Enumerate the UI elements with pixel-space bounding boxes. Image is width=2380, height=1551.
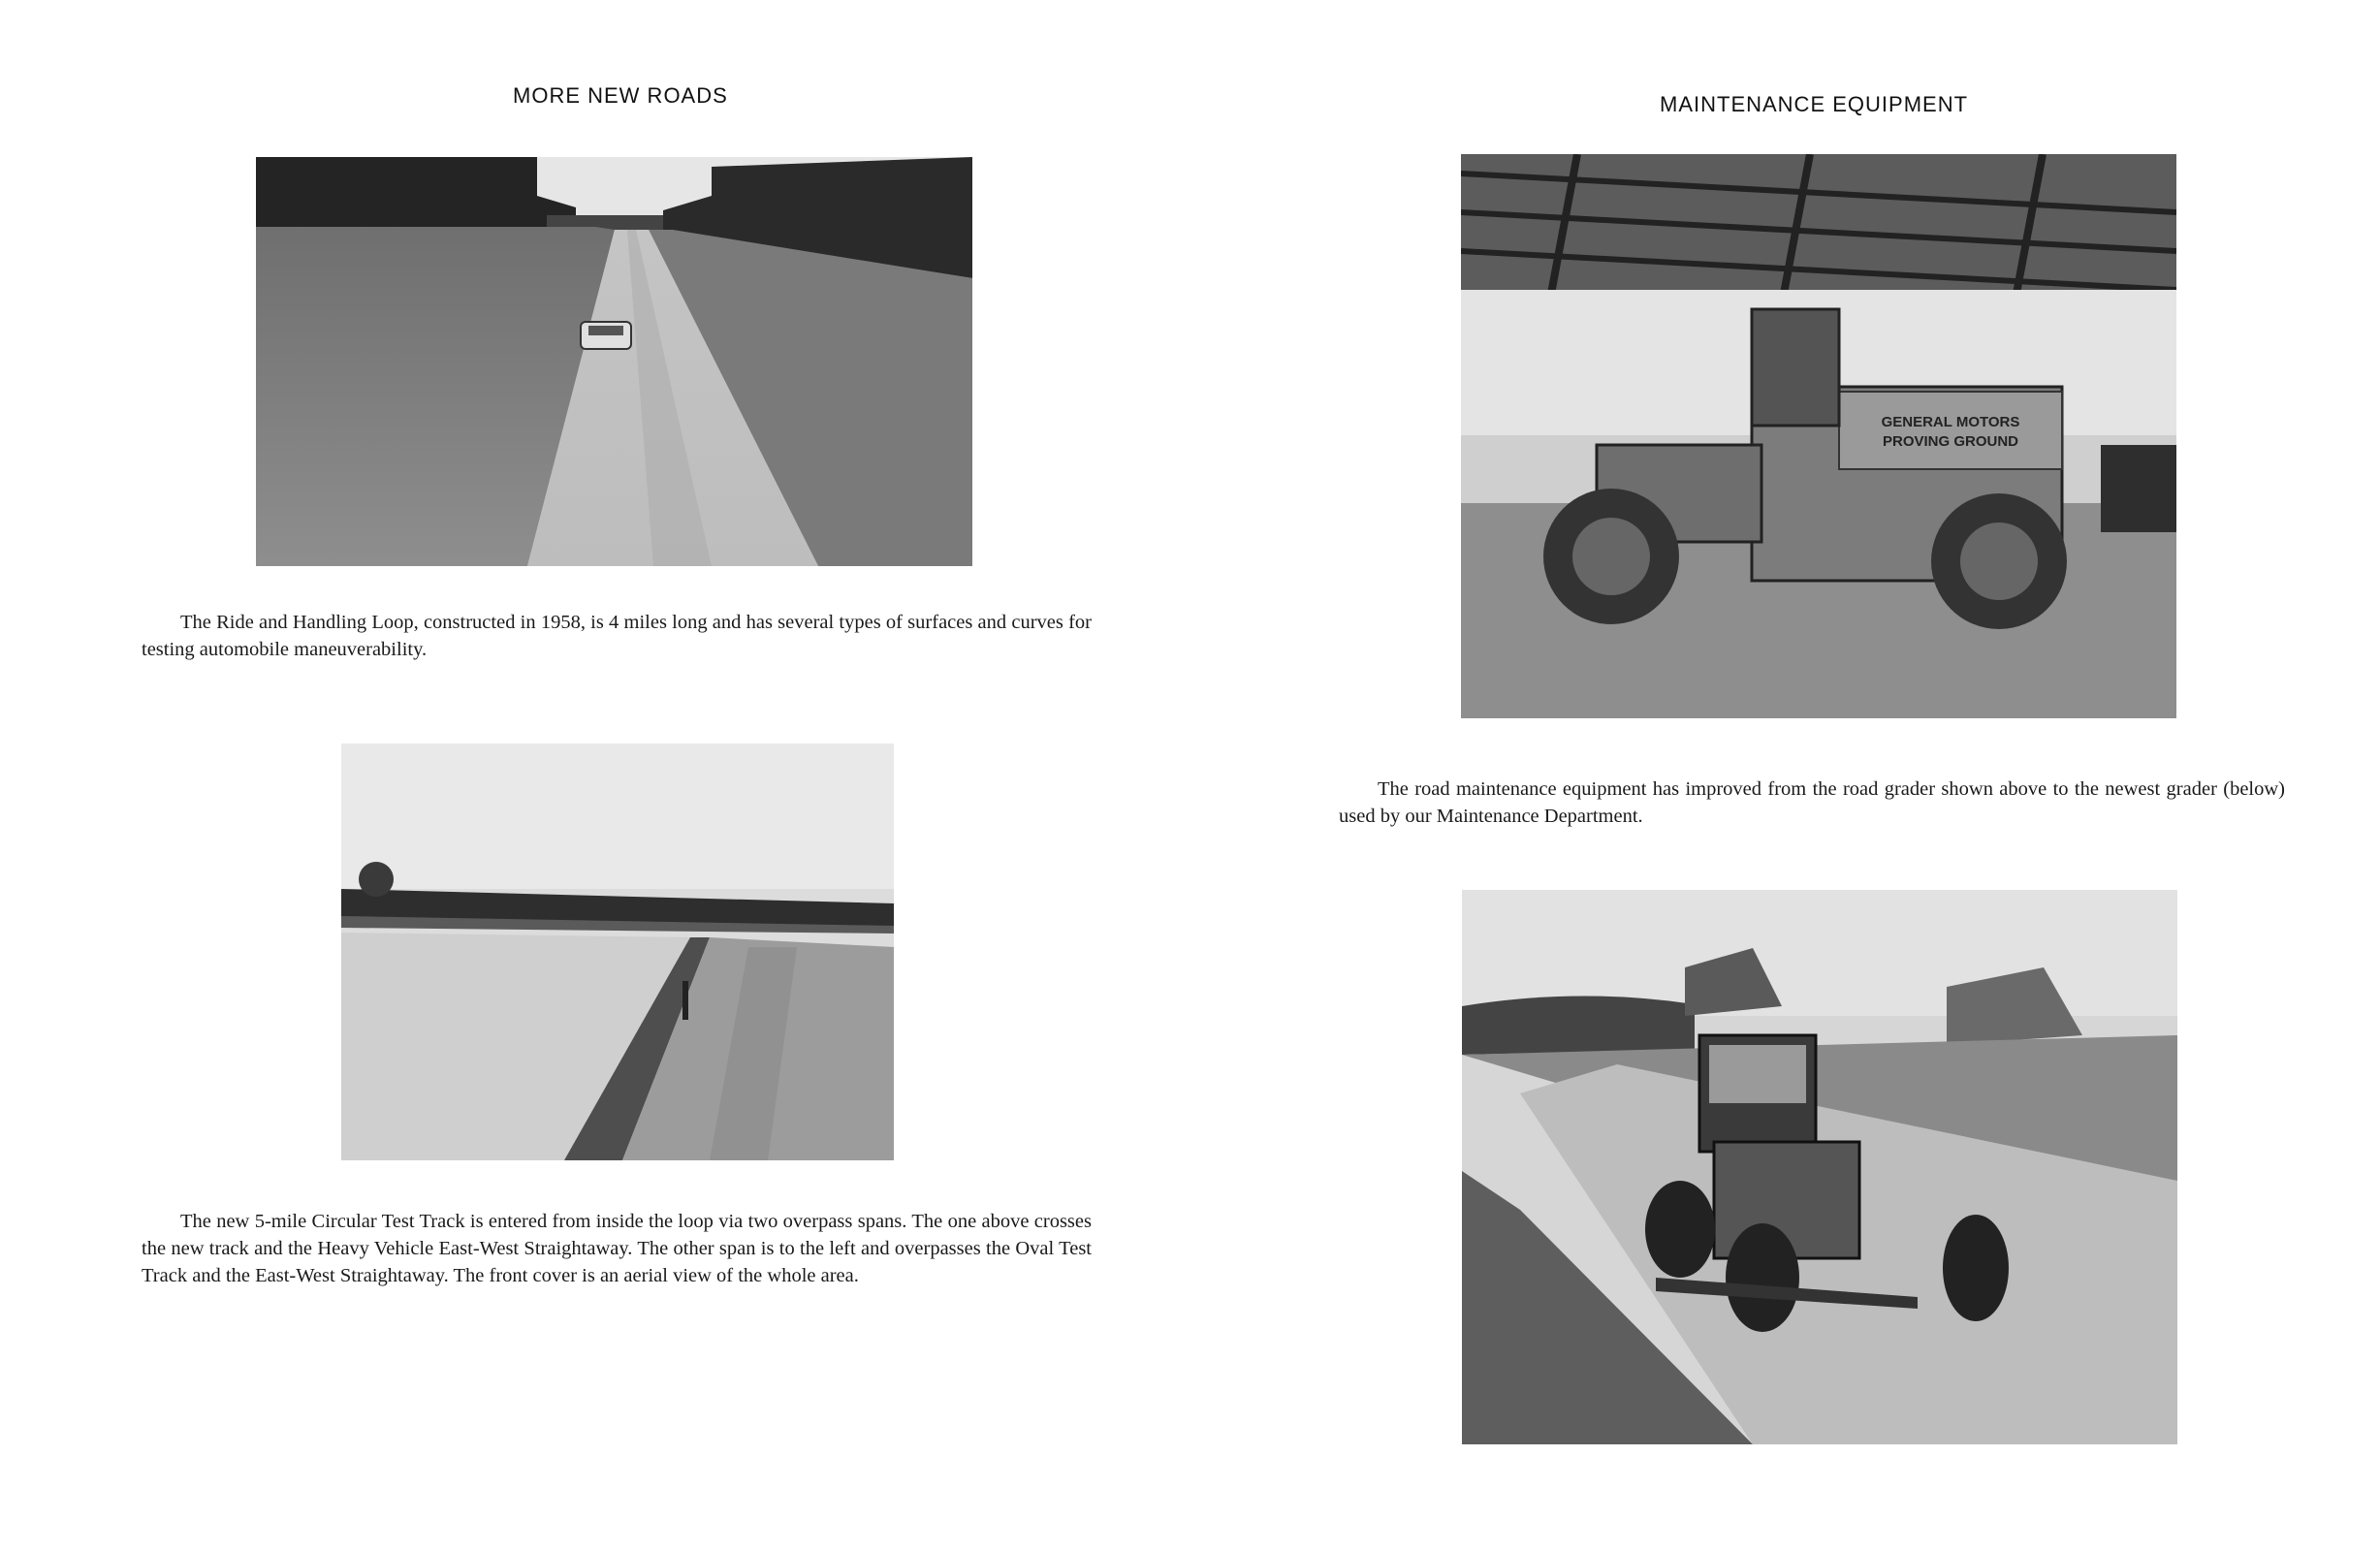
modern-grader-photo [1462,890,2177,1444]
right-page [1190,0,2380,1551]
caption-ride-handling-loop [142,609,1092,663]
vintage-grader-photo [1461,154,2176,718]
caption-text: The road maintenance equipment has improved from the road grader shown above to the newest grader (below) used by our Maintenance Department. [1339,778,2285,827]
page-heading: MORE NEW ROADS [513,83,728,108]
page-heading: MAINTENANCE EQUIPMENT [1660,92,1969,116]
svg-text:GENERAL MOTORS: GENERAL MOTORS [1881,414,2020,430]
road-photo [256,157,972,566]
svg-text:PROVING GROUND: PROVING GROUND [1882,433,2019,450]
caption-circular-test-track [142,1208,1092,1289]
caption-text: The new 5-mile Circular Test Track is entered from inside the loop via two overpass spans. The one above crosses the new track and the Heavy Vehicle East-West Straightaway. The other span is to the left and overpasses the Oval Test Track and the East-West Straightaway. The front cover is an aerial view of the whole area. [142,1211,1092,1286]
caption-maintenance-equipment [1339,776,2285,830]
caption-text: The Ride and Handling Loop, constructed in 1958, is 4 miles long and has several types of surfaces and curves for testing automobile maneuverability. [142,612,1092,660]
overpass-photo [341,744,894,1160]
